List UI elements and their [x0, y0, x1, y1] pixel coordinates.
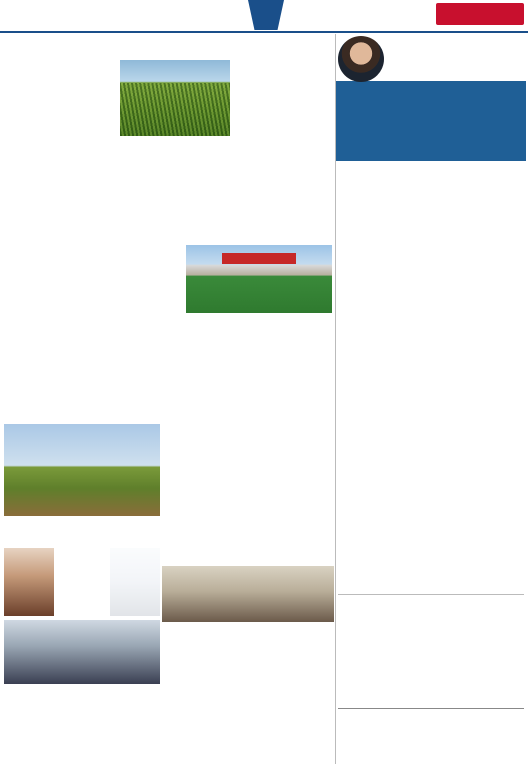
page-number — [248, 0, 284, 30]
article-wheat-col2-top — [232, 60, 334, 138]
article-karpuzluspor — [162, 438, 334, 524]
imprint-rule — [338, 594, 524, 595]
photo-caption — [4, 517, 160, 530]
stadium-photo — [186, 245, 332, 313]
article-kutuphane-left — [56, 548, 108, 616]
wheat-field-photo — [120, 60, 230, 136]
article-wheat-col2 — [120, 138, 334, 246]
lazer-col2 — [433, 164, 525, 592]
space-house-photo — [4, 620, 160, 684]
lazer-band — [336, 81, 526, 161]
imprint-foot-rule — [338, 708, 524, 709]
newspaper-logo[interactable] — [436, 3, 524, 25]
stadium-sign — [222, 253, 296, 264]
article-uzunkopru — [4, 275, 184, 393]
article-wheat-col1 — [4, 138, 118, 246]
article-stem — [162, 686, 334, 766]
lazer-col1 — [338, 164, 430, 592]
football-field-photo — [4, 424, 160, 516]
match-results — [188, 316, 332, 338]
article-ipsala — [4, 744, 160, 766]
library-photo-left — [4, 548, 54, 616]
header-rule — [0, 31, 528, 33]
article-kutuphane-right — [110, 548, 160, 616]
meeting-photo — [162, 566, 334, 622]
author-portrait — [338, 36, 384, 82]
column-divider — [335, 34, 336, 764]
